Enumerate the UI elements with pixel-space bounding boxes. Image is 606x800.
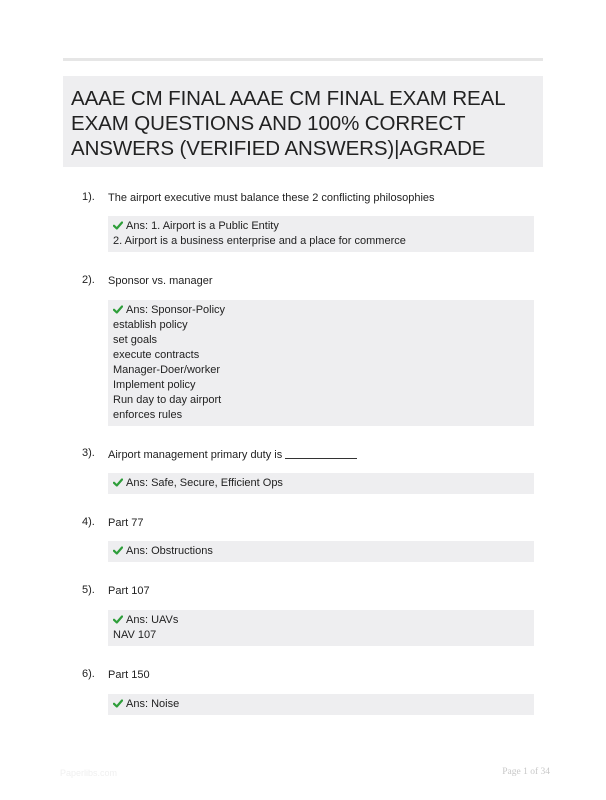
answer-line: enforces rules: [113, 409, 183, 421]
question-text: Sponsor vs. manager: [108, 275, 213, 287]
question-text: Part 107: [108, 585, 150, 597]
question-text: Part 77: [108, 517, 144, 529]
question-number: 5).: [82, 584, 95, 596]
answer-line: 2. Airport is a business enterprise and a place for commerce: [113, 235, 406, 247]
question-text: The airport executive must balance these 2 conflicting philosophies: [108, 192, 435, 204]
question-number: 2).: [82, 274, 95, 286]
answer-blank: [285, 448, 357, 459]
answer-panel: [108, 694, 534, 715]
checkmark-icon: [113, 478, 123, 487]
question-number: 6).: [82, 668, 95, 680]
answer-panel: [108, 541, 534, 562]
answer-line: Run day to day airport: [113, 394, 222, 406]
answer-panel: [108, 216, 534, 252]
checkmark-icon: [113, 699, 123, 708]
question-number: 1).: [82, 191, 95, 203]
answer-line: set goals: [113, 334, 158, 346]
question-number: 4).: [82, 516, 95, 528]
answer-panel: [108, 473, 534, 494]
answer-line: Ans: Safe, Secure, Efficient Ops: [113, 476, 529, 491]
checkmark-icon: [113, 221, 123, 230]
answer-line: NAV 107: [113, 629, 157, 641]
document-title: AAAE CM FINAL AAAE CM FINAL EXAM REAL EXAM QUESTIONS AND 100% CORRECT ANSWERS (VERIFIED ANSWERS)|AGRADE: [71, 87, 505, 160]
answer-line: Ans: 1. Airport is a Public Entity: [113, 219, 529, 234]
answer-line: Manager-Doer/worker: [113, 364, 220, 376]
answer-line: establish policy: [113, 319, 188, 331]
question-text: Part 150: [108, 669, 150, 681]
answer-line: Ans: Sponsor-Policy: [113, 303, 529, 318]
question-text: Airport management primary duty is: [108, 448, 357, 461]
answer-panel: [108, 300, 534, 426]
answer-panel: [108, 610, 534, 646]
answer-line: Implement policy: [113, 379, 196, 391]
checkmark-icon: [113, 305, 123, 314]
watermark: Paperlibs.com: [60, 768, 118, 778]
answer-line: Ans: Noise: [113, 697, 529, 712]
answer-line: execute contracts: [113, 349, 200, 361]
answer-line: Ans: UAVs: [113, 613, 529, 628]
checkmark-icon: [113, 546, 123, 555]
answer-line: Ans: Obstructions: [113, 544, 529, 559]
page-number: Page 1 of 34: [502, 767, 550, 777]
question-number: 3).: [82, 447, 95, 459]
checkmark-icon: [113, 615, 123, 624]
